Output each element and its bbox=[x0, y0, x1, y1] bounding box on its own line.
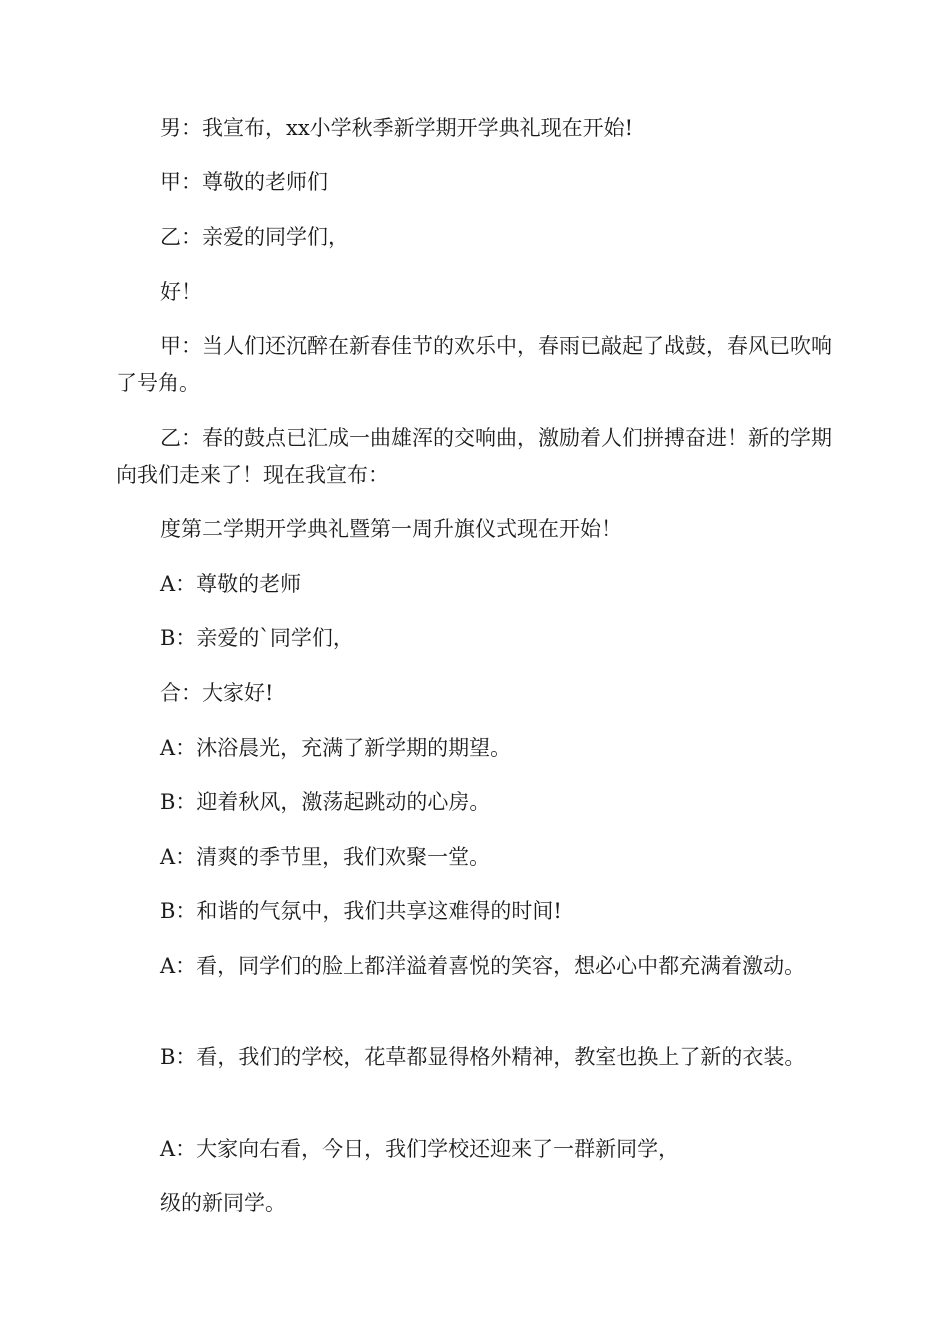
paragraph: 级的新同学。 bbox=[160, 1191, 286, 1215]
paragraph: B：迎着秋风，激荡起跳动的心房。 bbox=[160, 790, 491, 814]
paragraph: B：亲爱的`同学们， bbox=[160, 626, 354, 650]
paragraph: 甲：当人们还沉醉在新春佳节的欢乐中，春雨已敲起了战鼓，春风已吹响了号角。 bbox=[116, 334, 832, 395]
paragraph: B：看，我们的学校，花草都显得格外精神，教室也换上了新的衣装。 bbox=[160, 1045, 806, 1069]
paragraph: 好！ bbox=[160, 280, 202, 304]
paragraph: 乙：春的鼓点已汇成一曲雄浑的交响曲，激励着人们拼搏奋进！新的学期向我们走来了！现在我宣布： bbox=[116, 426, 832, 487]
paragraph: 合：大家好! bbox=[160, 681, 274, 705]
paragraph: B：和谐的气氛中，我们共享这难得的时间! bbox=[160, 899, 562, 923]
paragraph: A：大家向右看，今日，我们学校还迎来了一群新同学， bbox=[160, 1137, 680, 1161]
paragraph: 男：我宣布，xx小学秋季新学期开学典礼现在开始! bbox=[160, 116, 634, 140]
paragraph: A：清爽的季节里，我们欢聚一堂。 bbox=[160, 845, 491, 869]
paragraph: A：尊敬的老师 bbox=[160, 572, 302, 596]
paragraph: A：沐浴晨光，充满了新学期的期望。 bbox=[160, 736, 512, 760]
paragraph: 度第二学期开学典礼暨第一周升旗仪式现在开始！ bbox=[160, 517, 622, 541]
paragraph: 乙：亲爱的同学们， bbox=[160, 225, 349, 249]
paragraph: A：看，同学们的脸上都洋溢着喜悦的笑容，想必心中都充满着激动。 bbox=[160, 954, 806, 978]
paragraph: 甲：尊敬的老师们 bbox=[160, 170, 328, 194]
